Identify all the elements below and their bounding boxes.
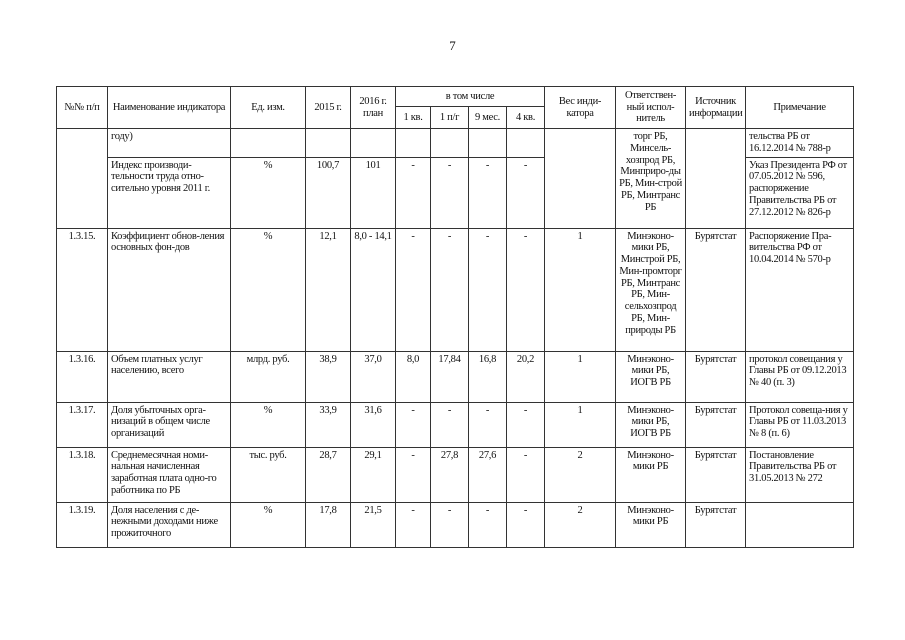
cell-weight: 2 <box>545 447 616 502</box>
cell-2016 <box>351 129 396 158</box>
cell-2015: 100,7 <box>306 157 351 228</box>
cell-unit: % <box>231 402 306 447</box>
cell-2015: 12,1 <box>306 228 351 351</box>
cell-responsible: Минэконо-мики РБ, ИОГВ РБ <box>616 351 686 402</box>
cell-h1: 27,8 <box>431 447 469 502</box>
cell-q1: - <box>396 157 431 228</box>
cell-source: Бурятстат <box>686 228 746 351</box>
header-responsible: Ответствен-ный испол-нитель <box>616 87 686 129</box>
header-including: в том числе <box>396 87 545 107</box>
cell-note: Протокол совеща-ния у Главы РБ от 11.03.2013 № 8 (п. 6) <box>746 402 854 447</box>
cell-2016: 21,5 <box>351 502 396 547</box>
cell-2016: 8,0 - 14,1 <box>351 228 396 351</box>
cell-num <box>57 129 108 229</box>
table-row <box>57 351 854 402</box>
cell-name: Среднемесячная номи-нальная начисленная заработная плата одно-го работника по РБ <box>108 447 231 502</box>
table-row <box>57 402 854 447</box>
cell-2016: 29,1 <box>351 447 396 502</box>
cell-q4: - <box>507 228 545 351</box>
cell-q4: 20,2 <box>507 351 545 402</box>
cell-9m: 16,8 <box>469 351 507 402</box>
header-9m: 9 мес. <box>469 107 507 129</box>
cell-note <box>746 502 854 547</box>
cell-source: Бурятстат <box>686 351 746 402</box>
cell-9m: - <box>469 402 507 447</box>
cell-2015: 33,9 <box>306 402 351 447</box>
cell-q1: 8,0 <box>396 351 431 402</box>
cell-num: 1.3.18. <box>57 447 108 502</box>
cell-q4: - <box>507 502 545 547</box>
cell-note: Указ Президента РФ от 07.05.2012 № 596, распоряжение Правительства РБ от 27.12.2012 № 826-р <box>746 157 854 228</box>
cell-responsible: Минэконо-мики РБ <box>616 502 686 547</box>
cell-name: Объем платных услуг населению, всего <box>108 351 231 402</box>
cell-9m: - <box>469 502 507 547</box>
cell-weight: 1 <box>545 351 616 402</box>
header-note: Примечание <box>746 87 854 129</box>
cell-note: тельства РБ от 16.12.2014 № 788-р <box>746 129 854 158</box>
header-2016: 2016 г. план <box>351 87 396 129</box>
cell-unit: % <box>231 157 306 228</box>
cell-q1: - <box>396 447 431 502</box>
cell-name: году) <box>108 129 231 158</box>
cell-note: Постановление Правительства РБ от 31.05.2013 № 272 <box>746 447 854 502</box>
cell-2015: 17,8 <box>306 502 351 547</box>
cell-name: Коэффициент обнов-ления основных фон-дов <box>108 228 231 351</box>
cell-9m: - <box>469 157 507 228</box>
cell-responsible: Минэконо-мики РБ <box>616 447 686 502</box>
page-number: 7 <box>449 38 456 53</box>
header-q4: 4 кв. <box>507 107 545 129</box>
cell-weight: 1 <box>545 402 616 447</box>
cell-2015: 38,9 <box>306 351 351 402</box>
cell-2015 <box>306 129 351 158</box>
header-h1: 1 п/г <box>431 107 469 129</box>
cell-h1: - <box>431 402 469 447</box>
header-unit: Ед. изм. <box>231 87 306 129</box>
cell-num: 1.3.19. <box>57 502 108 547</box>
cell-h1: - <box>431 157 469 228</box>
cell-source: Бурятстат <box>686 447 746 502</box>
cell-source: Бурятстат <box>686 502 746 547</box>
cell-num: 1.3.16. <box>57 351 108 402</box>
cell-q4: - <box>507 157 545 228</box>
cell-name: Доля населения с де-нежными доходами ниже прожиточного <box>108 502 231 547</box>
header-weight: Вес инди-катора <box>545 87 616 129</box>
cell-h1: 17,84 <box>431 351 469 402</box>
cell-unit: тыс. руб. <box>231 447 306 502</box>
header-q1: 1 кв. <box>396 107 431 129</box>
cell-h1 <box>431 129 469 158</box>
cell-responsible: Минэконо-мики РБ, ИОГВ РБ <box>616 402 686 447</box>
cell-9m <box>469 129 507 158</box>
cell-9m: - <box>469 228 507 351</box>
cell-q1 <box>396 129 431 158</box>
cell-2016: 101 <box>351 157 396 228</box>
cell-weight <box>545 129 616 229</box>
cell-2015: 28,7 <box>306 447 351 502</box>
table-row <box>57 447 854 502</box>
cell-note: протокол совещания у Главы РБ от 09.12.2013 № 40 (п. 3) <box>746 351 854 402</box>
cell-name: Индекс производи-тельности труда отно-сительно уровня 2011 г. <box>108 157 231 228</box>
cell-name: Доля убыточных орга-низаций в общем числе организаций <box>108 402 231 447</box>
table-row <box>57 502 854 547</box>
cell-unit <box>231 129 306 158</box>
table-row <box>57 228 854 351</box>
cell-q1: - <box>396 402 431 447</box>
cell-source <box>686 129 746 229</box>
cell-responsible: торг РБ, Минсель-хозпрод РБ, Минприро-ды РБ, Мин-строй РБ, Минтранс РБ <box>616 129 686 229</box>
cell-q4: - <box>507 447 545 502</box>
cell-q4 <box>507 129 545 158</box>
cell-9m: 27,6 <box>469 447 507 502</box>
cell-h1: - <box>431 228 469 351</box>
header-name: Наименование индикатора <box>108 87 231 129</box>
cell-num: 1.3.15. <box>57 228 108 351</box>
cell-weight: 2 <box>545 502 616 547</box>
cell-unit: % <box>231 502 306 547</box>
cell-unit: % <box>231 228 306 351</box>
cell-q4: - <box>507 402 545 447</box>
header-source: Источник информации <box>686 87 746 129</box>
cell-h1: - <box>431 502 469 547</box>
cell-2016: 31,6 <box>351 402 396 447</box>
cell-q1: - <box>396 502 431 547</box>
cell-num: 1.3.17. <box>57 402 108 447</box>
table-row <box>57 129 854 158</box>
header-2015: 2015 г. <box>306 87 351 129</box>
cell-unit: млрд. руб. <box>231 351 306 402</box>
cell-q1: - <box>396 228 431 351</box>
cell-responsible: Минэконо-мики РБ, Минстрой РБ, Мин-промторг РБ, Минтранс РБ, Мин-сельхозпрод РБ, Мин-природы РБ <box>616 228 686 351</box>
cell-2016: 37,0 <box>351 351 396 402</box>
cell-source: Бурятстат <box>686 402 746 447</box>
cell-weight: 1 <box>545 228 616 351</box>
header-num: №№ п/п <box>57 87 108 129</box>
indicators-table <box>56 86 854 548</box>
cell-note: Распоряжение Пра-вительства РФ от 10.04.2014 № 570-р <box>746 228 854 351</box>
